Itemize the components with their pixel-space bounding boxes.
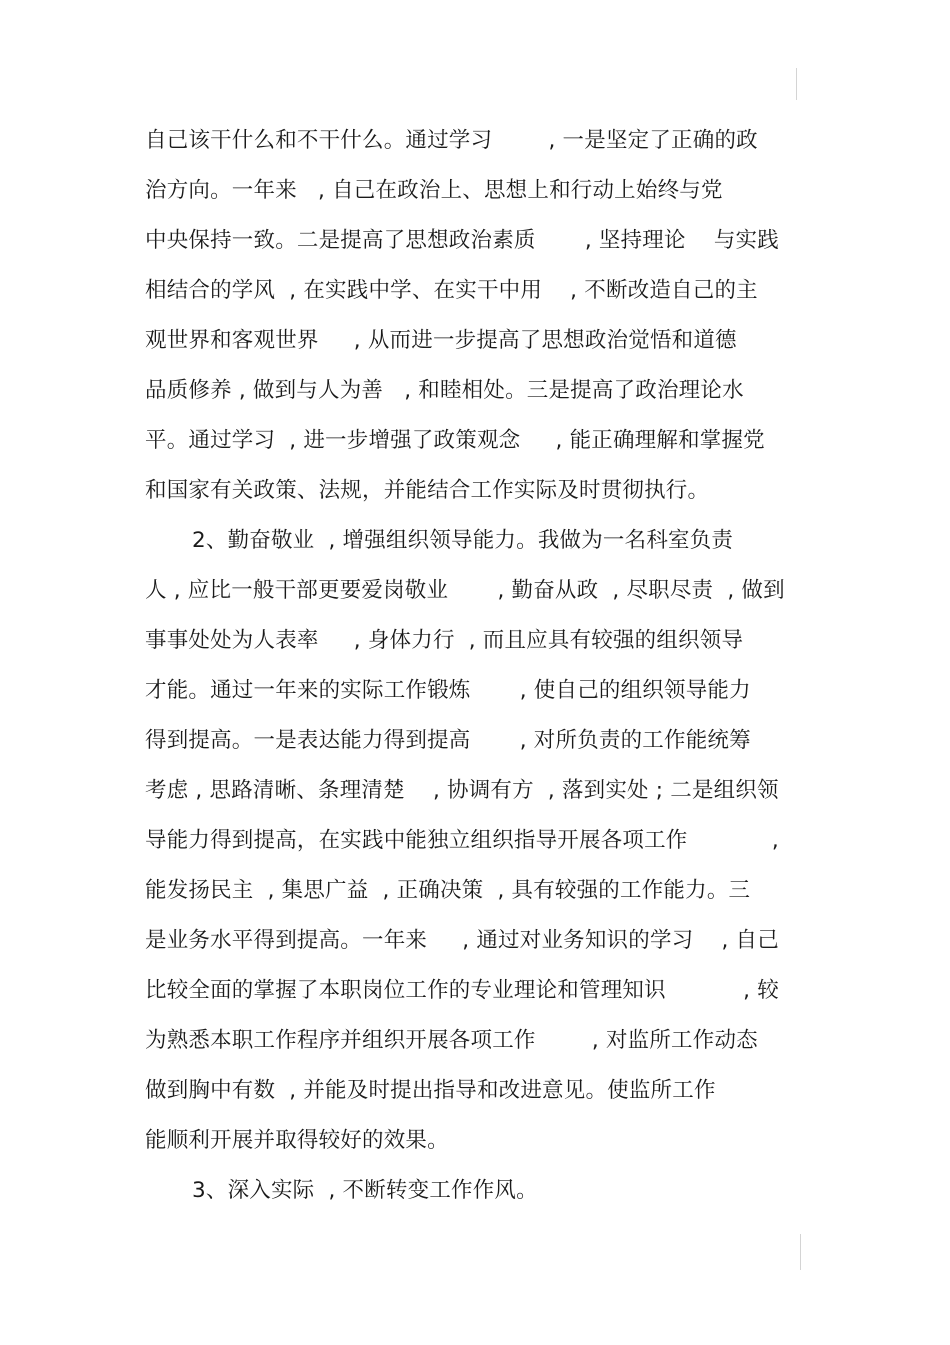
text-line: 导能力得到提高，在实践中能独立组织指导开展各项工作 , [145, 828, 779, 853]
text-line: 得到提高。一是表达能力得到提高 , 对所负责的工作能统筹 [145, 728, 751, 753]
text-line: 能顺利开展并取得较好的效果。 [145, 1128, 449, 1153]
text-line: 为熟悉本职工作程序并组织开展各项工作 , 对监所工作动态 [145, 1028, 758, 1053]
text-line: 自己该干什么和不干什么。通过学习 , 一是坚定了正确的政 [145, 128, 758, 153]
section-heading-line: 3、深入实际 , 不断转变工作作风。 [192, 1178, 538, 1203]
text-line: 考虑 , 思路清晰、条理清楚 , 协调有方 , 落到实处 ; 二是组织领 [145, 778, 779, 803]
bottom-right-margin-mark [800, 1234, 801, 1270]
text-line: 人 , 应比一般干部更要爱岗敬业 , 勤奋从政 , 尽职尽责 , 做到 [145, 578, 785, 603]
text-line: 比较全面的掌握了本职岗位工作的专业理论和管理知识 , 较 [145, 978, 779, 1003]
text-line: 观世界和客观世界 , 从而进一步提高了思想政治觉悟和道德 [145, 328, 737, 353]
text-line: 做到胸中有数 , 并能及时提出指导和改进意见。使监所工作 [145, 1078, 716, 1103]
text-line: 事事处处为人表率 , 身体力行 , 而且应具有较强的组织领导 [145, 628, 744, 653]
text-line: 相结合的学风 , 在实践中学、在实干中用 , 不断改造自己的主 [145, 278, 758, 303]
text-line: 平。通过学习 , 进一步增强了政策观念 , 能正确理解和掌握党 [145, 428, 765, 453]
text-line: 治方向。一年来 , 自己在政治上、思想上和行动上始终与党 [145, 178, 723, 203]
section-heading-line: 2、勤奋敬业 , 增强组织领导能力。我做为一名科室负责 [192, 528, 734, 553]
top-right-margin-mark [796, 68, 797, 100]
text-line: 中央保持一致。二是提高了思想政治素质 , 坚持理论 与实践 [145, 228, 779, 253]
text-line: 是业务水平得到提高。一年来 , 通过对业务知识的学习 , 自己 [145, 928, 779, 953]
text-line: 能发扬民主 , 集思广益 , 正确决策 , 具有较强的工作能力。三 [145, 878, 751, 903]
text-line: 才能。通过一年来的实际工作锻炼 , 使自己的组织领导能力 [145, 678, 751, 703]
text-line: 和国家有关政策、法规，并能结合工作实际及时贯彻执行。 [145, 478, 710, 503]
text-line: 品质修养 , 做到与人为善 , 和睦相处。三是提高了政治理论水 [145, 378, 744, 403]
